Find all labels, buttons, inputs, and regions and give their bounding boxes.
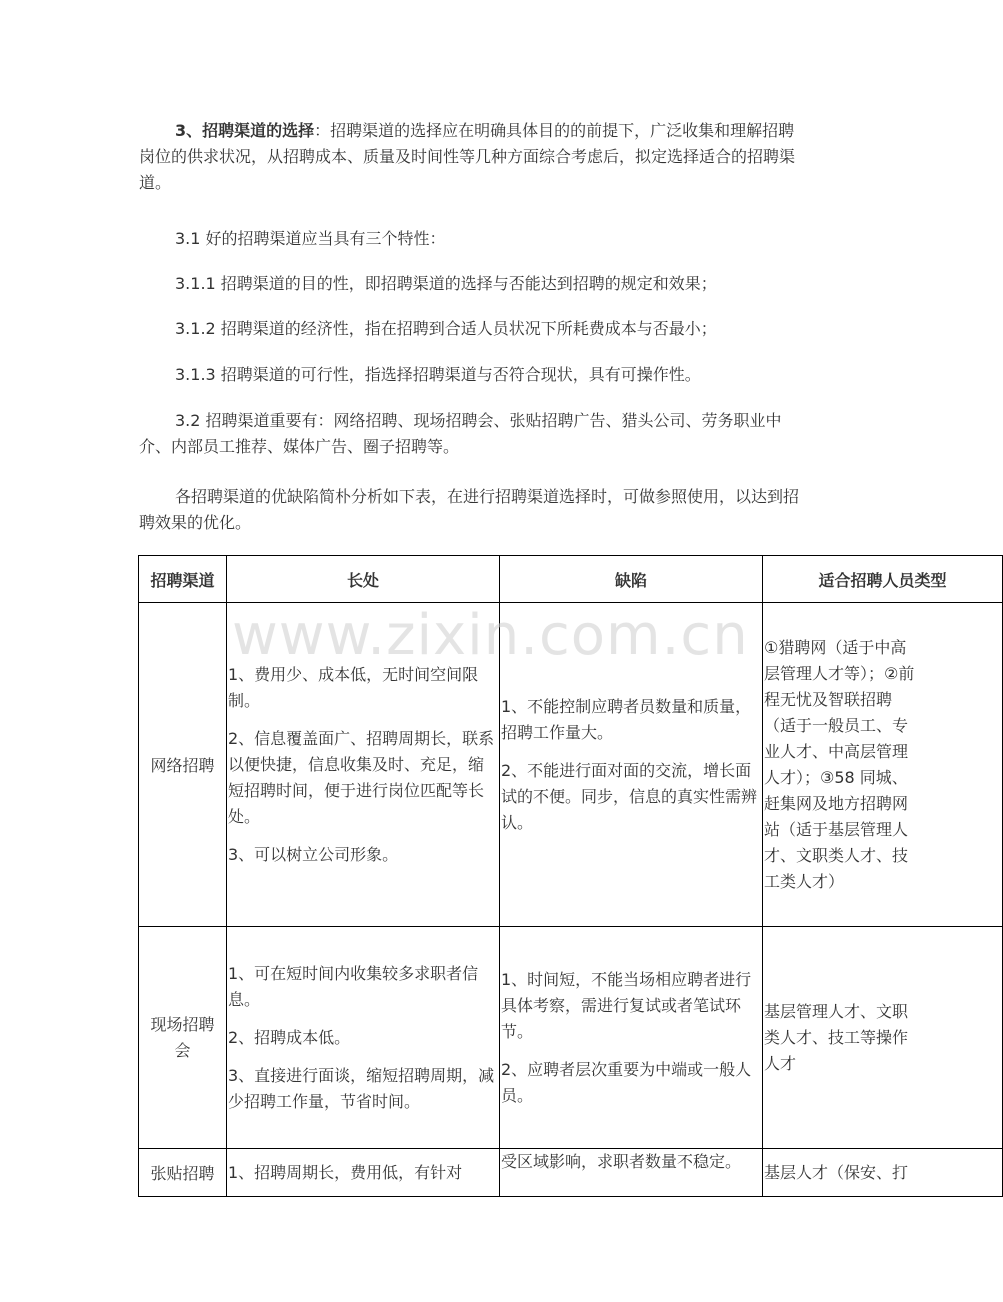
pros-item: 1、费用少、成本低，无时间空间限制。 <box>228 664 479 710</box>
cons-item: 1、不能控制应聘者员数量和质量，招聘工作量大。 <box>501 696 752 742</box>
pros-item: 1、招聘周期长，费用低，有针对 <box>228 1162 463 1182</box>
table-row <box>139 1149 1003 1197</box>
fit-text: ①猎聘网（适于中高层管理人才等）；②前程无忧及智联招聘（适于一般员工、专业人才、中高层管理人才）；③58 同城、赶集网及地方招聘网站（适于基层管理人才、文职类人才、技工类人才） <box>764 637 915 891</box>
section3-heading: 3、招聘渠道的选择 <box>175 121 315 140</box>
pros-item: 3、直接进行面谈，缩短招聘周期，减少招聘工作量，节省时间。 <box>228 1065 495 1111</box>
section3-body: ：招聘渠道的选择应在明确具体目的的前提下，广泛收集和理解招聘岗位的供求状况，从招聘成本、质量及时间性等几种方面综合考虑后，拟定选择适合的招聘渠道。 <box>139 121 796 192</box>
table-header-row <box>139 556 1003 603</box>
s3-1-3: 3.1.3 招聘渠道的可行性，指选择招聘渠道与否符合现状，具有可操作性。 <box>175 365 701 384</box>
section3-paragraph <box>139 118 799 196</box>
channel-cell: 网络招聘 <box>139 603 227 927</box>
fit-cell <box>763 1149 1003 1197</box>
channel-table-wrapper <box>138 555 947 1183</box>
channel-table <box>138 555 1003 1197</box>
fit-text: 基层管理人才、文职类人才、技工等操作人才 <box>764 1001 909 1073</box>
header-cons: 缺陷 <box>500 556 763 603</box>
header-channel: 招聘渠道 <box>139 556 227 603</box>
fit-cell <box>763 927 1003 1149</box>
s3-2: 3.2 招聘渠道重要有：网络招聘、现场招聘会、张贴招聘广告、猎头公司、劳务职业中介、内部员工推荐、媒体广告、圈子招聘等。 <box>139 411 782 456</box>
channel-cell <box>139 927 227 1149</box>
cons-item: 2、不能进行面对面的交流，增长面试的不便。同步，信息的真实性需辨认。 <box>501 760 758 832</box>
header-fit: 适合招聘人员类型 <box>763 556 1003 603</box>
intro-paragraph: 各招聘渠道的优缺陷简朴分析如下表，在进行招聘渠道选择时，可做参照使用，以达到招聘效果的优化。 <box>139 487 800 532</box>
pros-item: 1、可在短时间内收集较多求职者信息。 <box>228 963 479 1009</box>
fit-text: 基层人才（保安、打 <box>764 1162 909 1182</box>
pros-cell <box>227 927 500 1149</box>
watermark: www.zixin.com.cn <box>232 603 749 668</box>
channel-text: 现场招聘会 <box>150 1014 215 1060</box>
pros-item: 2、信息覆盖面广、招聘周期长，联系以便快捷，信息收集及时、充足，缩短招聘时间，便于进行岗位匹配等长处。 <box>228 728 495 826</box>
cons-cell <box>500 603 763 927</box>
channel-cell: 张贴招聘 <box>139 1149 227 1197</box>
header-pros: 长处 <box>227 556 500 603</box>
pros-cell <box>227 1149 500 1197</box>
s3-1-2: 3.1.2 招聘渠道的经济性，指在招聘到合适人员状况下所耗费成本与否最小； <box>175 319 717 338</box>
cons-item: 2、应聘者层次重要为中端或一般人员。 <box>501 1059 752 1105</box>
pros-item: 3、可以树立公司形象。 <box>228 844 399 864</box>
fit-cell <box>763 603 1003 927</box>
s3-1: 3.1 好的招聘渠道应当具有三个特性： <box>175 229 446 248</box>
cons-item: 1、时间短，不能当场相应聘者进行具体考察，需进行复试或者笔试环节。 <box>501 969 752 1041</box>
table-row <box>139 603 1003 927</box>
table-row <box>139 927 1003 1149</box>
s3-1-1: 3.1.1 招聘渠道的目的性，即招聘渠道的选择与否能达到招聘的规定和效果； <box>175 274 717 293</box>
cons-item: 受区域影响，求职者数量不稳定。 <box>501 1152 742 1171</box>
pros-cell <box>227 603 500 927</box>
pros-item: 2、招聘成本低。 <box>228 1027 351 1047</box>
cons-cell <box>500 927 763 1149</box>
cons-cell <box>500 1149 763 1197</box>
